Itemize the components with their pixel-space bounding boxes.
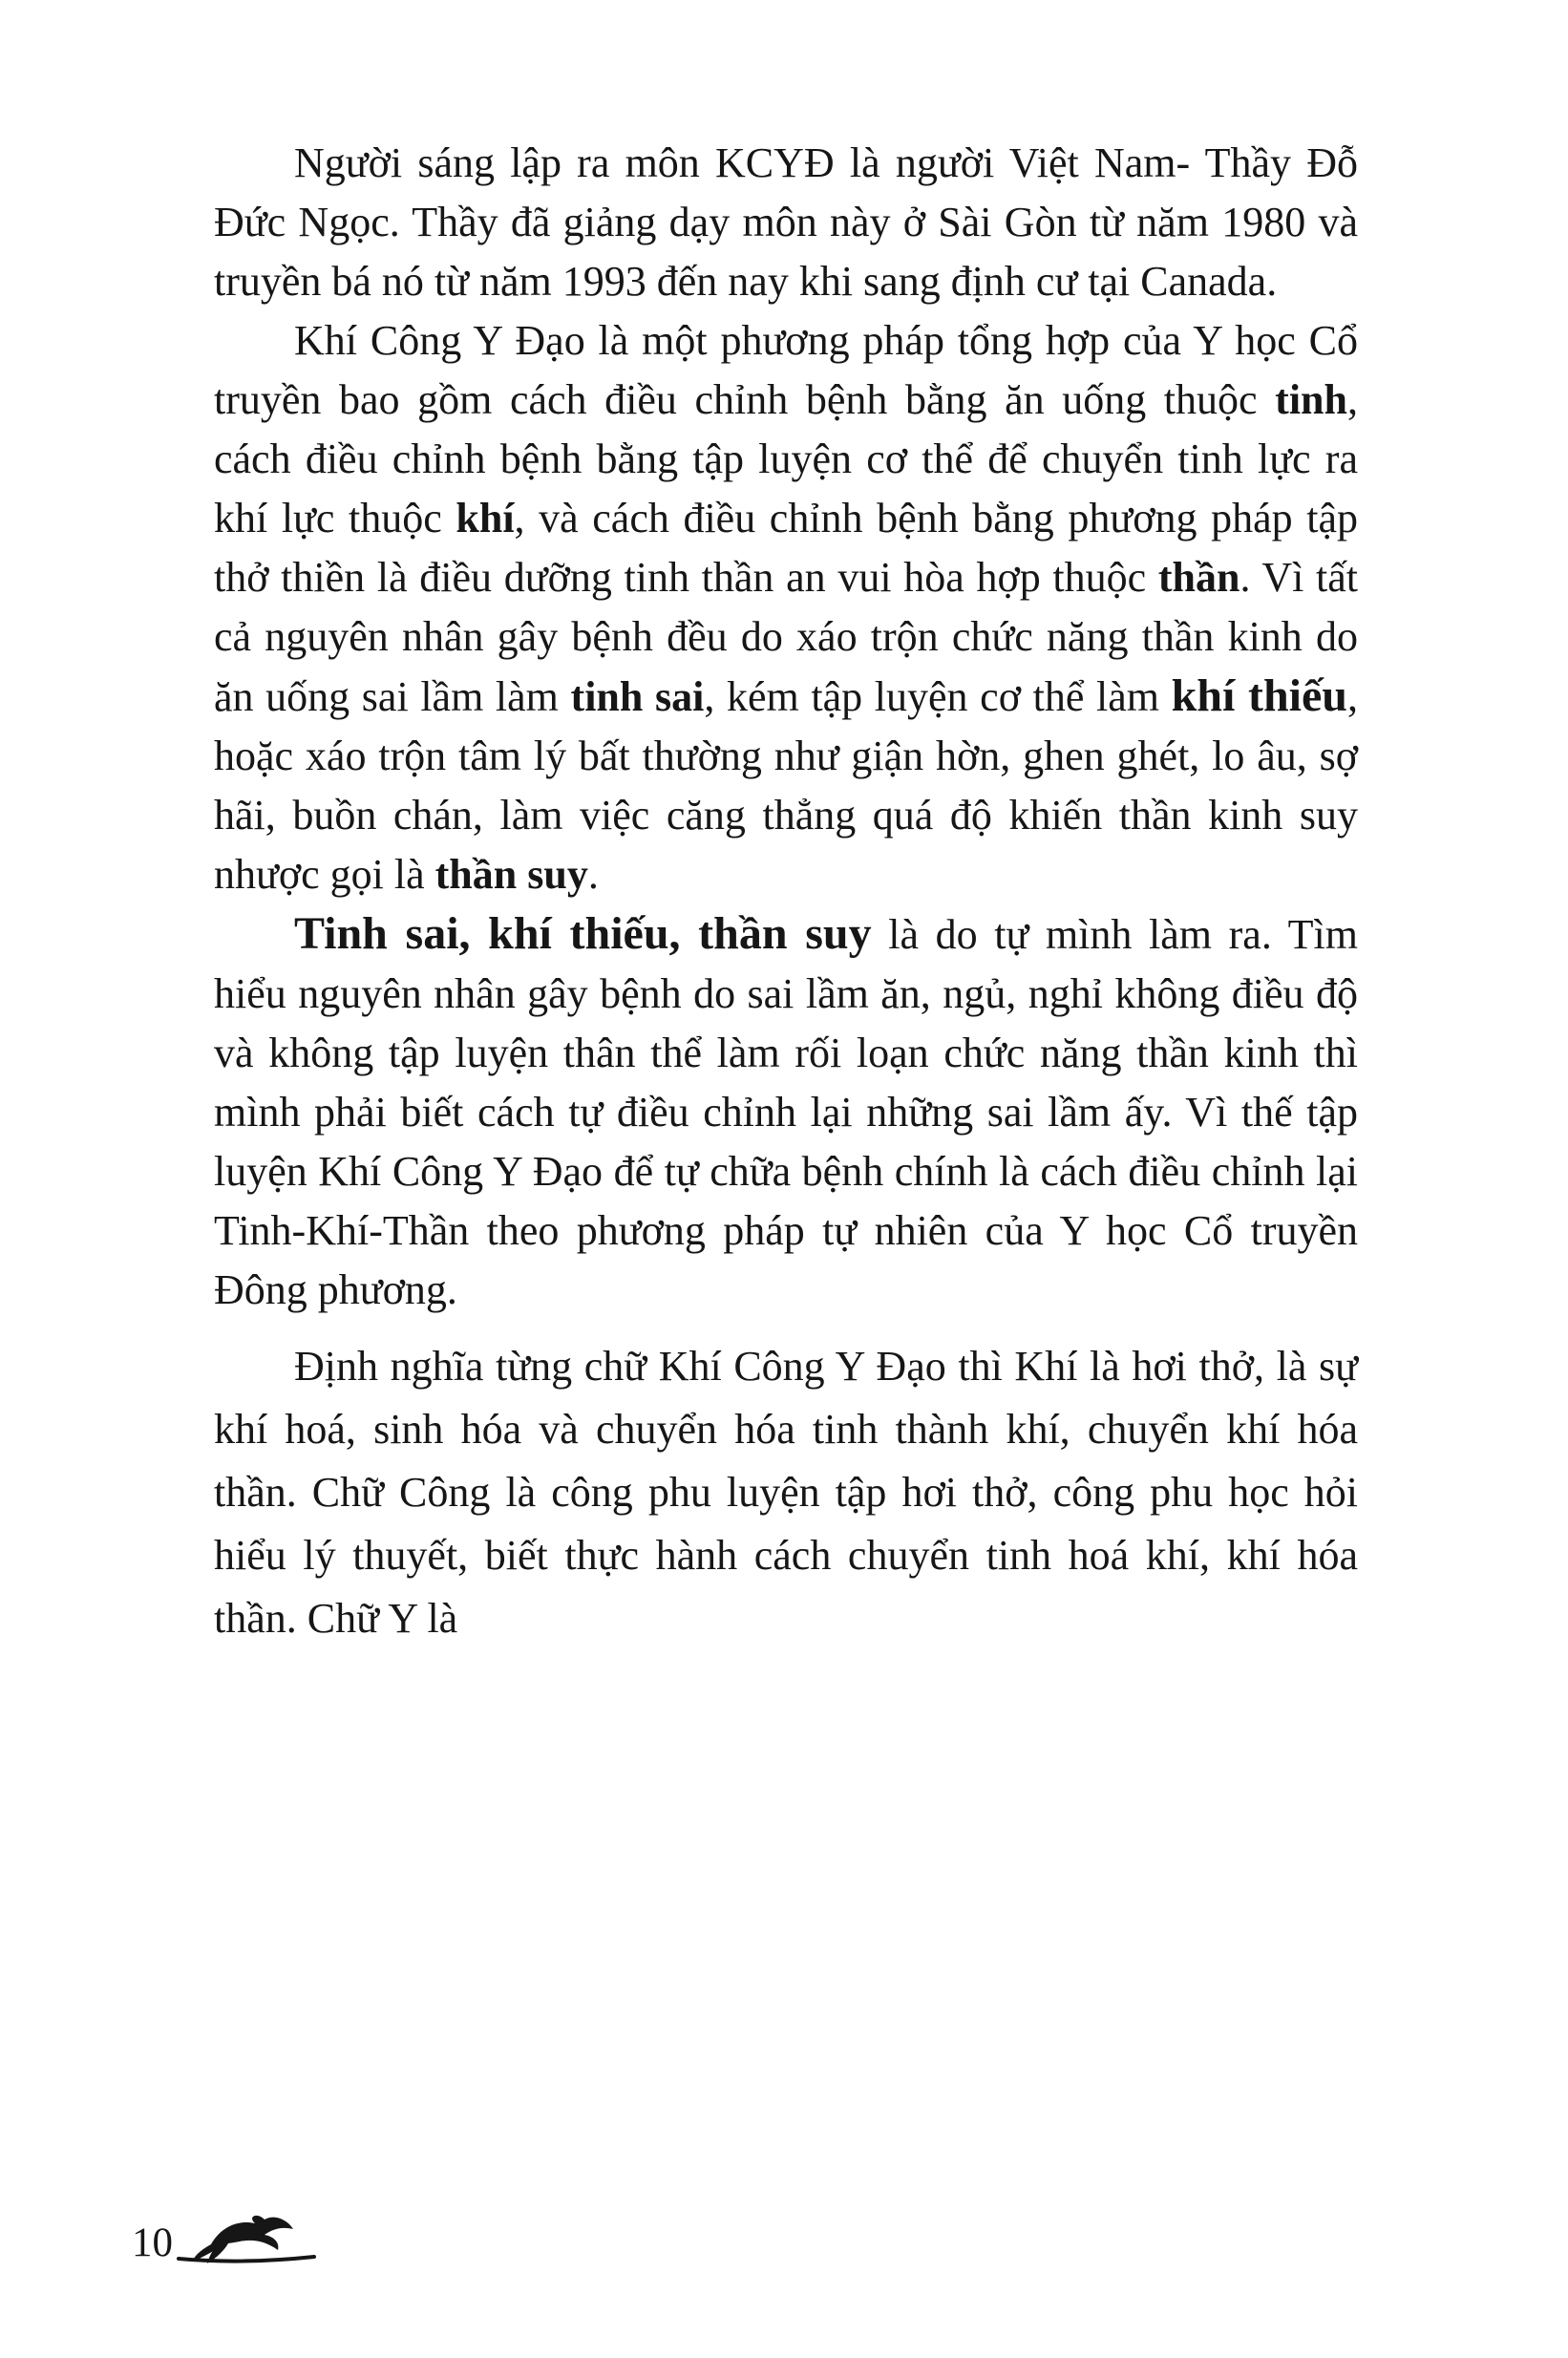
paragraph-word-definitions: Định nghĩa từng chữ Khí Công Y Đạo thì Khí là hơi thở, là sự khí hoá, sinh hóa và chuyển hóa tinh thành khí, chuyển khí hóa thần. Chữ Công là công phu luyện tập hơi thở, công phu học hỏi hiểu lý thuyết, biết thực hành cách chuyển tinh hoá khí, khí hóa thần. Chữ Y là xyxy=(214,1343,1358,1642)
flying-bird-ornament-icon xyxy=(175,2214,318,2269)
page-body-text xyxy=(214,134,1358,1650)
paragraph-self-correction: Tinh sai, khí thiếu, thần suy là do tự mình làm ra. Tìm hiểu nguyên nhân gây bệnh do sai lầm ăn, ngủ, nghỉ không điều độ và không tập luyện thân thể làm rối loạn chức năng thần kinh thì mình phải biết cách tự điều chỉnh lại những sai lầm ấy. Vì thế tập luyện Khí Công Y Đạo để tự chữa bệnh chính là cách điều chỉnh lại Tinh-Khí-Thần theo phương pháp tự nhiên của Y học Cổ truyền Đông phương. xyxy=(214,908,1359,1313)
paragraph-method-overview: Khí Công Y Đạo là một phương pháp tổng hợp của Y học Cổ truyền bao gồm cách điều chỉnh bệnh bằng ăn uống thuộc tinh, cách điều chỉnh bệnh bằng tập luyện cơ thể để chuyển tinh lực ra khí lực thuộc khí, và cách điều chỉnh bệnh bằng phương pháp tập thở thiền là điều dưỡng tinh thần an vui hòa hợp thuộc thần. Vì tất cả nguyên nhân gây bệnh đều do xáo trộn chức năng thần kinh do ăn uống sai lầm làm tinh sai, kém tập luyện cơ thể làm khí thiếu, hoặc xáo trộn tâm lý bất thường như giận hờn, ghen ghét, lo âu, sợ hãi, buồn chán, làm việc căng thẳng quá độ khiến thần kinh suy nhược gọi là thần suy. xyxy=(214,317,1358,898)
page-footer xyxy=(132,2206,318,2269)
page-number: 10 xyxy=(132,2220,173,2265)
paragraph-founder: Người sáng lập ra môn KCYĐ là người Việt Nam- Thầy Đỗ Đức Ngọc. Thầy đã giảng dạy môn này ở Sài Gòn từ năm 1980 và truyền bá nó từ năm 1993 đến nay khi sang định cư tại Canada. xyxy=(214,139,1358,305)
